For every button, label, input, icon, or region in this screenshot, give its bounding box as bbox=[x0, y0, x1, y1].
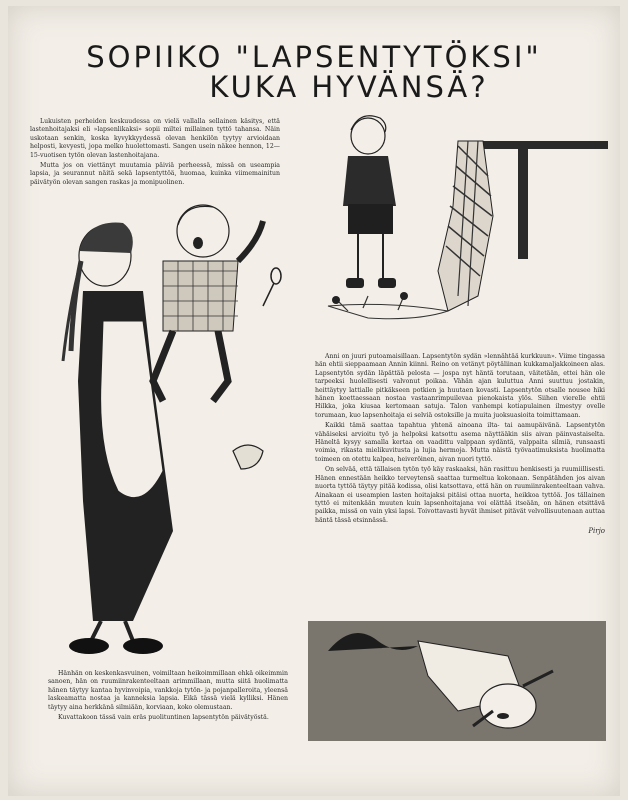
author-signature: Pirjo bbox=[588, 527, 605, 536]
body-paragraph: Kuvattakoon tässä vain eräs puolituntinen lapsentytön päivätyöstä. bbox=[58, 714, 269, 722]
magazine-page bbox=[8, 6, 620, 796]
body-paragraph: Hänhän on keskenkasvuinen, voimiltaan heikoimmillaan ehkä oikeimmin sanoen, hän on ruumiinrakenteeltaan arimmillaan, mutta siitä huolimatta hänen täytyy kantaa hyvinvoipia, vankkoja tytön- ja pojanpalleroita, yleensä laskeamatta nostaa ja kanneksia lapsia. Eikä tässä vielä kylliksi. Hänen täytyy aina herkkänä silmiään, korviaan, koko olemustaan. bbox=[48, 670, 288, 711]
body-paragraph: Anni on juuri putoamaisillaan. Lapsentytön sydän »lennähtää kurkkuun». Viime tingassa hän ehtii sieppaamaan Annin kiinni. Reino on vetänyt pöytäliinan kukkamaljakkoineen alas. Lapsentytön sydän läpättää pelosta — jospa nyt häntä torutaan, väitetään, ettei hän ole tarpeeksi huolellisesti valvonut poikaa. Vähän ajan kuluttua Anni suuttuu jostakin, heittäytyy lattialle pitkäkseen potkien ja huutaen kovasti. Lapsentytön otsalle nousee hiki hänen koettaessaan nostaa vastaanrimpuilevaa pienokaista ylös. Siihen vierelle ehtii Hilkka, joka kiusaa kertomaan satuja. Talon vanhempi kotiapulainen ilmestyy ovelle torumaan, kuo lapsenhoitaja ei selviä ostoksille ja muita juoksuasioita toimittamaan. bbox=[315, 353, 605, 419]
illustration-girl-holding-child bbox=[33, 201, 293, 666]
intro-paragraph: Lukuisten perheiden keskuudessa on vielä vallalla sellainen käsitys, että lastenhoitajaksi eli »lapsenlikaksi» sopii miltei millainen tyttö tahansa. Näin uskotaan senkin, koska kyvykkyydessä olevan henkilön tyytyy arvioidaan helposti, kevyesti, jopa melko huolettomasti. Sangen usein näkee hennon, 12—15-vuotisen tytön olevan lastenhoitajana. bbox=[30, 118, 280, 159]
body-paragraph: On selvää, että tällaisen tytön työ käy raskaaksi, hän rasittuu henkisesti ja ruumiillisesti. Hänen ennestään heikko terveytensä saattaa turmeltua kokonaan. Senpätähden jos aivan nuorta tyttöä täytyy pitää kodissa, olisi katsottava, että hän on ruumiinrakenteeltaan vahva. Ainakaan ei useampien lasten hoitajaksi pitäisi ottaa nuorta, heikkoa tyttöä. Jos tällainen tyttö ei mitenkään muuten kuin lapsenhoitajana voi elättää itseään, on hänen etsittävä paikka, missä on vain yksi lapsi. Toivottavasti hyvät ihmiset pitävät velvollisuutenaan auttaa häntä tässä etsinnässä. bbox=[315, 466, 605, 524]
intro-paragraph: Mutta jos on viettänyt muutamia päiviä perheessä, missä on useampia lapsia, ja seurannut näitä sekä lapsentyttöä, huomaa, kuinka viimemainitun päivätyön olevan sangen raskas ja monipuolinen. bbox=[30, 162, 280, 186]
headline-line-2: KUKA HYVÄNSÄ? bbox=[209, 70, 489, 104]
right-column-text bbox=[315, 353, 605, 536]
illustration-child-tantrum bbox=[308, 616, 608, 746]
intro-text bbox=[30, 118, 280, 189]
headline-line-1: SOPIIKO "LAPSENTYTÖKSI" bbox=[86, 40, 542, 74]
body-paragraph: Kaikki tämä saattaa tapahtua yhtenä ainoana ilta- tai aamupäivänä. Lapsentytön vähäiseksi arvioitu työ ja helpoksi katsottu asema näyttääkin siis aivan päinvastaiselta. Häneltä kysyy samalla kertaa on vaadittu valppaan sydäntä, valppaita silmiä, runsaasti voimia, rikasta mielikuvitusta ja lujia hermoja. Mutta näistä työvaatimuksista huolimatta toimeen on otettu kalpea, heiveröinen, aivan nuori tyttö. bbox=[315, 422, 605, 463]
bottom-left-text bbox=[48, 670, 288, 724]
illustration-boy-spilled-vase bbox=[308, 96, 608, 346]
